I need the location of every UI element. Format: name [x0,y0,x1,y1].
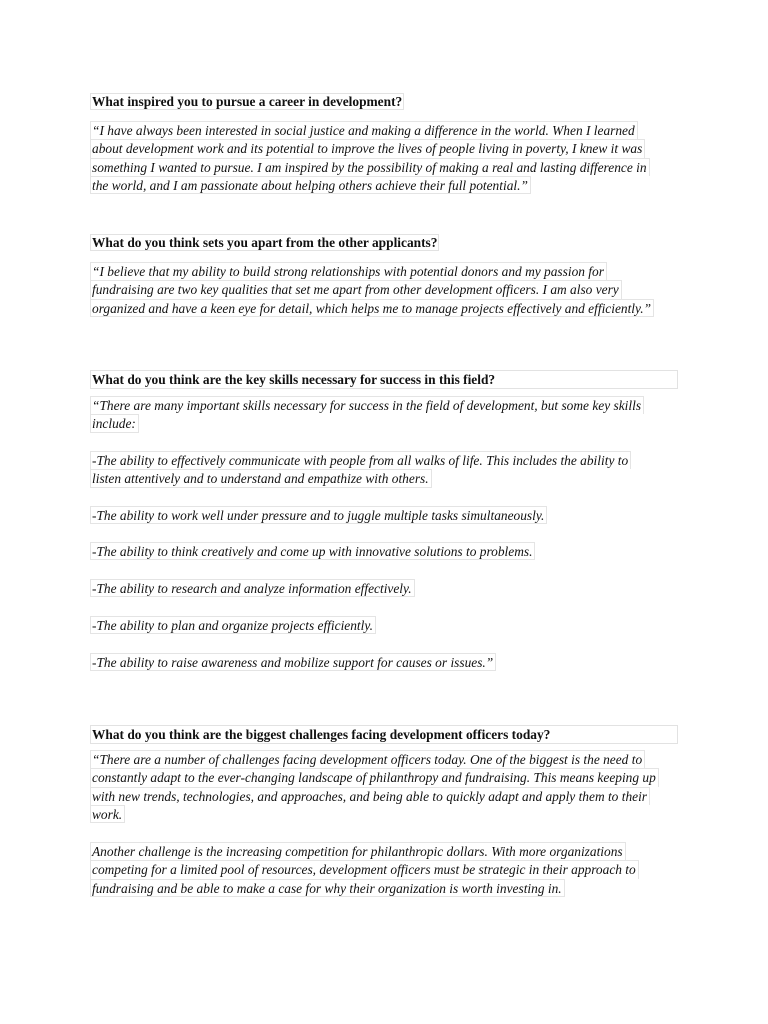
answer-line: “I believe that my ability to build strong relationships with potential donors and my passion for [90,262,607,280]
answer-line: -The ability to effectively communicate with people from all walks of life. This includes the ability to [90,451,631,469]
answer-line: Another challenge is the increasing competition for philanthropic dollars. With more organizations [90,842,626,860]
answer-paragraph [90,396,644,433]
question-heading: What do you think are the key skills necessary for success in this field? [90,370,678,389]
answer-line: the world, and I am passionate about helping others achieve their full potential.” [90,176,531,194]
answer-line: listen attentively and to understand and empathize with others. [90,469,432,487]
answer-line: work. [90,805,125,823]
answer-line: constantly adapt to the ever-changing landscape of philanthropy and fundraising. This means keeping up [90,768,659,786]
answer-line: -The ability to think creatively and come up with innovative solutions to problems. [90,542,535,560]
answer-line: “There are a number of challenges facing development officers today. One of the biggest is the need to [90,750,645,768]
answer-line: something I wanted to pursue. I am inspired by the possibility of making a real and lasting difference in [90,158,650,176]
answer-line: fundraising are two key qualities that set me apart from other development officers. I am also very [90,280,622,298]
answer-line: -The ability to plan and organize projects efficiently. [90,616,376,634]
answer-line: include: [90,414,139,432]
answer-block [90,121,650,194]
answer-line: -The ability to work well under pressure and to juggle multiple tasks simultaneously. [90,506,547,524]
answer-paragraph [90,579,415,597]
answer-paragraph [90,451,631,488]
question-heading: What do you think are the biggest challenges facing development officers today? [90,725,678,744]
question-heading: What inspired you to pursue a career in development? [92,94,403,109]
answer-paragraph [90,542,535,560]
question-heading: What do you think sets you apart from the other applicants? [92,235,438,250]
answer-paragraph [90,653,496,671]
answer-line: with new trends, technologies, and approaches, and being able to quickly adapt and apply them to their [90,787,650,805]
answer-line: fundraising and be able to make a case for why their organization is worth investing in. [90,879,565,897]
answer-paragraph [90,750,659,823]
answer-paragraph [90,616,376,634]
answer-line: competing for a limited pool of resources, development officers must be strategic in their approach to [90,860,639,878]
answer-line: organized and have a keen eye for detail, which helps me to manage projects effectively and efficiently.” [90,299,654,317]
answer-line: -The ability to research and analyze information effectively. [90,579,415,597]
answer-block [90,262,654,317]
answer-line: about development work and its potential to improve the lives of people living in poverty, I knew it was [90,139,645,157]
answer-paragraph [90,842,639,897]
answer-line: “I have always been interested in social justice and making a difference in the world. When I learned [90,121,638,139]
answer-line: “There are many important skills necessary for success in the field of development, but some key skills [90,396,644,414]
answer-paragraph [90,506,547,524]
answer-line: -The ability to raise awareness and mobilize support for causes or issues.” [90,653,496,671]
